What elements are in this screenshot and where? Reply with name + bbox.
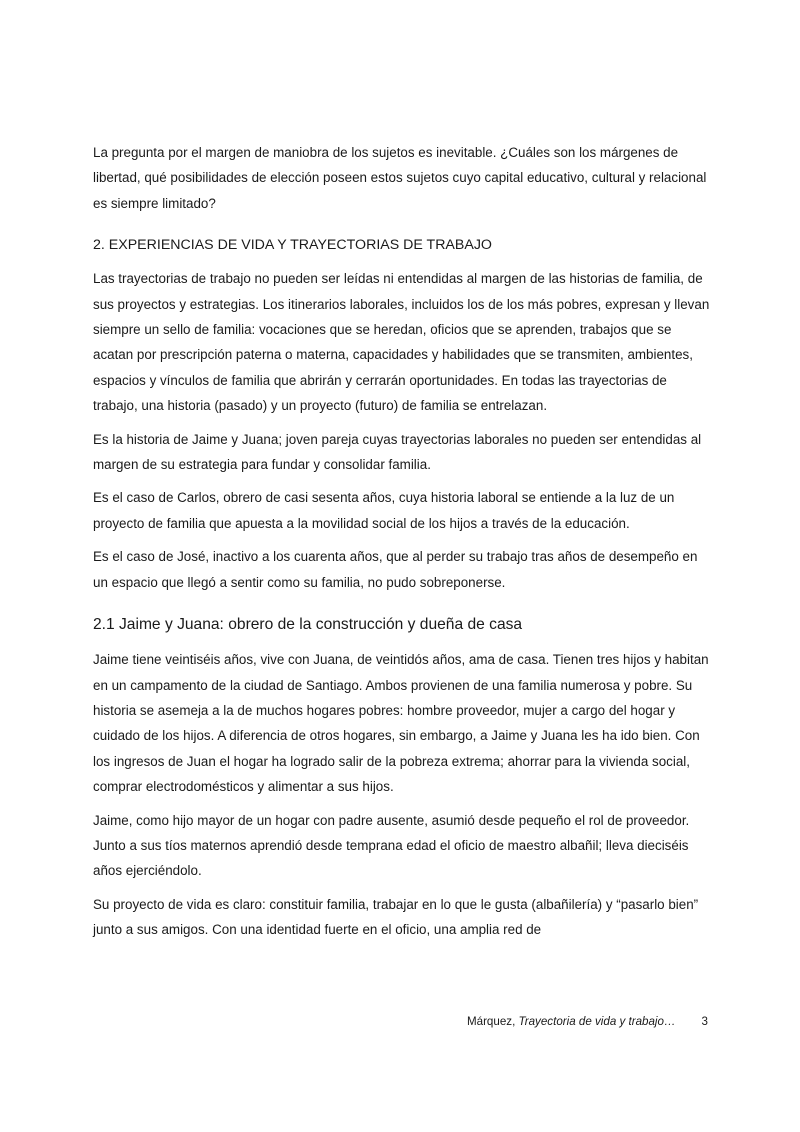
document-page [93, 140, 715, 943]
section-paragraph: Es la historia de Jaime y Juana; joven pareja cuyas trayectorias laborales no pueden ser entendidas al margen de su estrategia para fundar y consolidar familia. [93, 431, 702, 473]
subsection-heading: 2.1 Jaime y Juana: obrero de la construcción y dueña de casa [93, 616, 523, 634]
intro-paragraph: La pregunta por el margen de maniobra de los sujetos es inevitable. ¿Cuáles son los márgenes de libertad, qué posibilidades de elección poseen estos sujetos cuyo capital educativo, cultural y relacional es siempre limitado? [93, 145, 707, 211]
section-heading: 2. EXPERIENCIAS DE VIDA Y TRAYECTORIAS DE TRABAJO [93, 237, 492, 254]
subsection-paragraph: Jaime, como hijo mayor de un hogar con padre ausente, asumió desde pequeño el rol de proveedor. Junto a sus tíos maternos aprendió desde temprana edad el oficio de maestro albañil; lleva dieciséis años ejerciéndolo. [93, 812, 690, 879]
section-paragraph: Es el caso de José, inactivo a los cuarenta años, que al perder su trabajo tras años de desempeño en un espacio que llegó a sentir como su familia, no pudo sobreponerse. [93, 549, 698, 590]
section-paragraph: Las trayectorias de trabajo no pueden ser leídas ni entendidas al margen de las historias de familia, de sus proyectos y estrategias. Los itinerarios laborales, incluidos los de los más pobres, expresan y llevan siempre un sello de familia: vocaciones que se heredan, oficios que se aprenden, trabajos que se acatan por prescripción paterna o materna, capacidades y habilidades que se transmiten, ambientes, espacios y vínculos de familia que abrirán y cerrarán oportunidades. En todas las trayectorias de trabajo, una historia (pasado) y un proyecto (futuro) de familia se entrelazan. [93, 271, 710, 414]
page-footer [467, 1014, 708, 1030]
section-paragraph: Es el caso de Carlos, obrero de casi sesenta años, cuya historia laboral se entiende a la luz de un proyecto de familia que apuesta a la movilidad social de los hijos a través de la educación. [93, 490, 675, 531]
footer-citation [467, 1014, 676, 1030]
page-number: 3 [701, 1015, 708, 1028]
footer-author: Márquez, [466, 1015, 519, 1028]
subsection-paragraph: Jaime tiene veintiséis años, vive con Juana, de veintidós años, ama de casa. Tienen tres hijos y habitan en un campamento de la ciudad de Santiago. Ambos provienen de una familia numerosa y pobre. Su historia se asemeja a la de muchos hogares pobres: hombre proveedor, mujer a cargo del hogar y cuidado de los hijos. A diferencia de otros hogares, sin embargo, a Jaime y Juana les ha ido bien. Con los ingresos de Juan el hogar ha logrado salir de la pobreza extrema; ahorrar para la vivienda social, comprar electrodomésticos y alimentar a sus hijos. [93, 652, 709, 795]
footer-title: Trayectoria de vida y trabajo… [518, 1015, 676, 1028]
subsection-paragraph: Su proyecto de vida es claro: constituir familia, trabajar en lo que le gusta (albañilería) y “pasarlo bien” junto a sus amigos. Con una identidad fuerte en el oficio, una amplia red de [93, 896, 699, 938]
